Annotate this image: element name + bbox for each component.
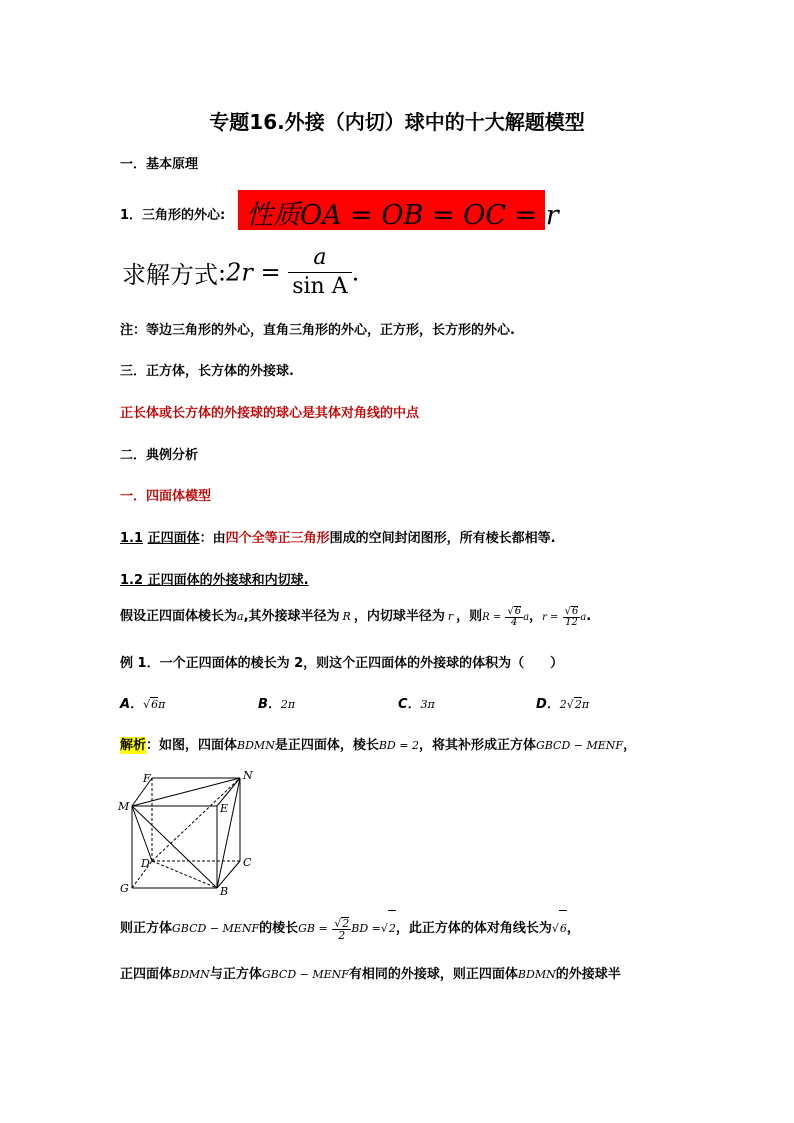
option-A-sqrt: 6 [151, 698, 159, 711]
option-A-pi: π [158, 698, 166, 711]
analysis-line [120, 734, 636, 753]
vertex-label-N: N [243, 769, 253, 782]
formula-colon: : [218, 258, 227, 287]
option-A-label: A． [120, 697, 144, 712]
analysis-t3: ，将其补形成正方体 [418, 738, 536, 753]
line2-t2: 与正方体 [209, 967, 262, 982]
heading-sphere-models [120, 569, 309, 588]
note-line: 注：等边三角形的外心，直角三角形的外心，正方形，长方形的外心. [120, 323, 515, 338]
R-a: a [523, 612, 530, 623]
vertex-label-D: D [141, 857, 150, 870]
formula-fraction [288, 247, 351, 298]
line2-t1: 正四面体 [120, 967, 173, 982]
vertex-label-G: G [120, 882, 129, 895]
option-D-sqrt: 2 [574, 698, 582, 711]
option-C-label: C． [398, 697, 421, 712]
assume-R-eq: R = [482, 612, 502, 623]
formula-lhs: 2r = [226, 258, 281, 287]
assumption-line [120, 600, 591, 634]
analysis-t1: ：如图，四面体 [146, 738, 238, 753]
analysis-cube: GBCD − MENF [535, 739, 624, 752]
def12-text: 正四面体的外接球和内切球. [147, 573, 309, 588]
assume-r-eq: r = [542, 612, 559, 623]
R-sqrt-6: 6 [514, 605, 522, 617]
assume-t1: 假设正四面体棱长为 [120, 609, 238, 624]
def11-rest: 围成的空间封闭图形，所有棱长都相等. [329, 531, 556, 546]
option-A[interactable] [120, 693, 165, 712]
line2-t4: 的外接球半 [555, 967, 621, 982]
R-numerator: √6 [507, 605, 522, 617]
def11-number: 1.1 [120, 531, 144, 546]
assume-a: a [237, 610, 244, 623]
line1-t2: 的棱长 [259, 921, 299, 936]
def11-red: 四个全等正三角形 [225, 531, 330, 546]
line1-t1: 则正方体 [120, 921, 173, 936]
formula-end: . [351, 258, 360, 287]
assume-R: R [342, 610, 351, 623]
line2-BDMN2: BDMN [517, 968, 556, 981]
option-B[interactable] [258, 693, 295, 712]
definition-regular-tetrahedron [120, 527, 556, 546]
R-denominator: 4 [511, 616, 518, 628]
same-sphere-line [120, 963, 621, 982]
circumradius-formula [122, 247, 359, 298]
section-heading-cube: 三．正方体，长方体的外接球. [120, 364, 294, 379]
section-heading-basic: 一．基本原理 [120, 157, 199, 172]
line1-cube: GBCD − MENF [172, 922, 260, 935]
formula-denominator: sin A [292, 274, 348, 299]
assume-comma: ， [529, 609, 543, 624]
option-D[interactable] [536, 693, 589, 712]
GB-fraction [332, 917, 351, 941]
R-fraction [505, 606, 523, 628]
def11-colon: ：由 [199, 531, 226, 546]
assume-r: r [447, 610, 454, 623]
assume-end: . [586, 609, 592, 624]
option-B-label: B． [258, 697, 281, 712]
analysis-t4: ， [623, 738, 637, 753]
line1-sqrt6-val: 6 [559, 910, 567, 947]
page-title: 专题16.外接（内切）球中的十大解题模型 [209, 110, 585, 134]
def12-number: 1.2 [120, 573, 144, 588]
option-D-pi: π [581, 698, 590, 711]
GB-numerator: √2 [334, 916, 350, 930]
item1-label: 1．三角形的外心: [120, 208, 226, 223]
line1-GB: GB = [298, 922, 328, 935]
option-C[interactable] [398, 693, 435, 712]
subsection-tetrahedron: 一．四面体模型 [120, 489, 212, 504]
vertex-label-C: C [243, 856, 252, 869]
vertex-label-E: E [220, 802, 229, 815]
vertex-label-F: F [143, 772, 151, 785]
line1-t3: ，此正方体的体对角线长为 [395, 921, 552, 936]
option-D-value: 2√2π [559, 698, 590, 711]
line2-cube: GBCD − MENF [261, 968, 349, 981]
line2-BDMN: BDMN [172, 968, 210, 981]
property-highlight-box [238, 190, 559, 231]
vertex-label-B: B [220, 885, 229, 898]
r-numerator: √6 [564, 605, 579, 617]
cube-tetrahedron-diagram [114, 768, 262, 898]
analysis-BD: BD = 2 [378, 739, 419, 752]
line2-t3: 有相同的外接球，则正四面体 [348, 967, 518, 982]
r-fraction [563, 606, 581, 628]
line1-BD: BD = [351, 922, 381, 935]
r-sqrt-6: 6 [571, 605, 579, 617]
r-a: a [580, 612, 587, 623]
formula-numerator: a [288, 247, 351, 273]
GB-sqrt-2: 2 [342, 916, 350, 930]
cube-center-statement: 正长体或长方体的外接球的球心是其体对角线的中点 [120, 406, 420, 421]
line1-sqrt6: √6 [552, 922, 567, 935]
option-A-value: √6π [143, 698, 166, 711]
def11-term: 正四面体 [147, 531, 200, 546]
analysis-BDMN: BDMN [237, 739, 275, 752]
vertex-label-M: M [118, 800, 130, 813]
assume-t2: ,其外接球半径为 [243, 609, 340, 624]
option-D-coef: 2 [559, 698, 567, 711]
assume-t3: ，内切球半径为 [353, 609, 445, 624]
line1-sqrt2-val: 2 [388, 910, 396, 947]
analysis-tag: 解析 [120, 738, 147, 753]
formula-prefix: 求解方式 [122, 261, 218, 289]
r-denominator: 12 [565, 616, 578, 628]
edge-length-line [120, 910, 580, 946]
analysis-t2: 是正四面体，棱长 [274, 738, 379, 753]
property-text: 性质OA = OB = OC = r [246, 200, 559, 231]
line1-t4: ， [566, 921, 580, 936]
option-B-value: 2π [280, 698, 296, 711]
section-heading-examples: 二．典例分析 [120, 448, 199, 463]
option-D-label: D． [536, 697, 560, 712]
GB-denominator: 2 [338, 928, 346, 942]
option-C-value: 3π [420, 698, 435, 711]
line1-sqrt2: √2 [381, 922, 396, 935]
assume-t4: ，则 [456, 609, 483, 624]
example-1-question: 例 1．一个正四面体的棱长为 2，则这个正四面体的外接球的体积为（ ） [120, 656, 564, 671]
